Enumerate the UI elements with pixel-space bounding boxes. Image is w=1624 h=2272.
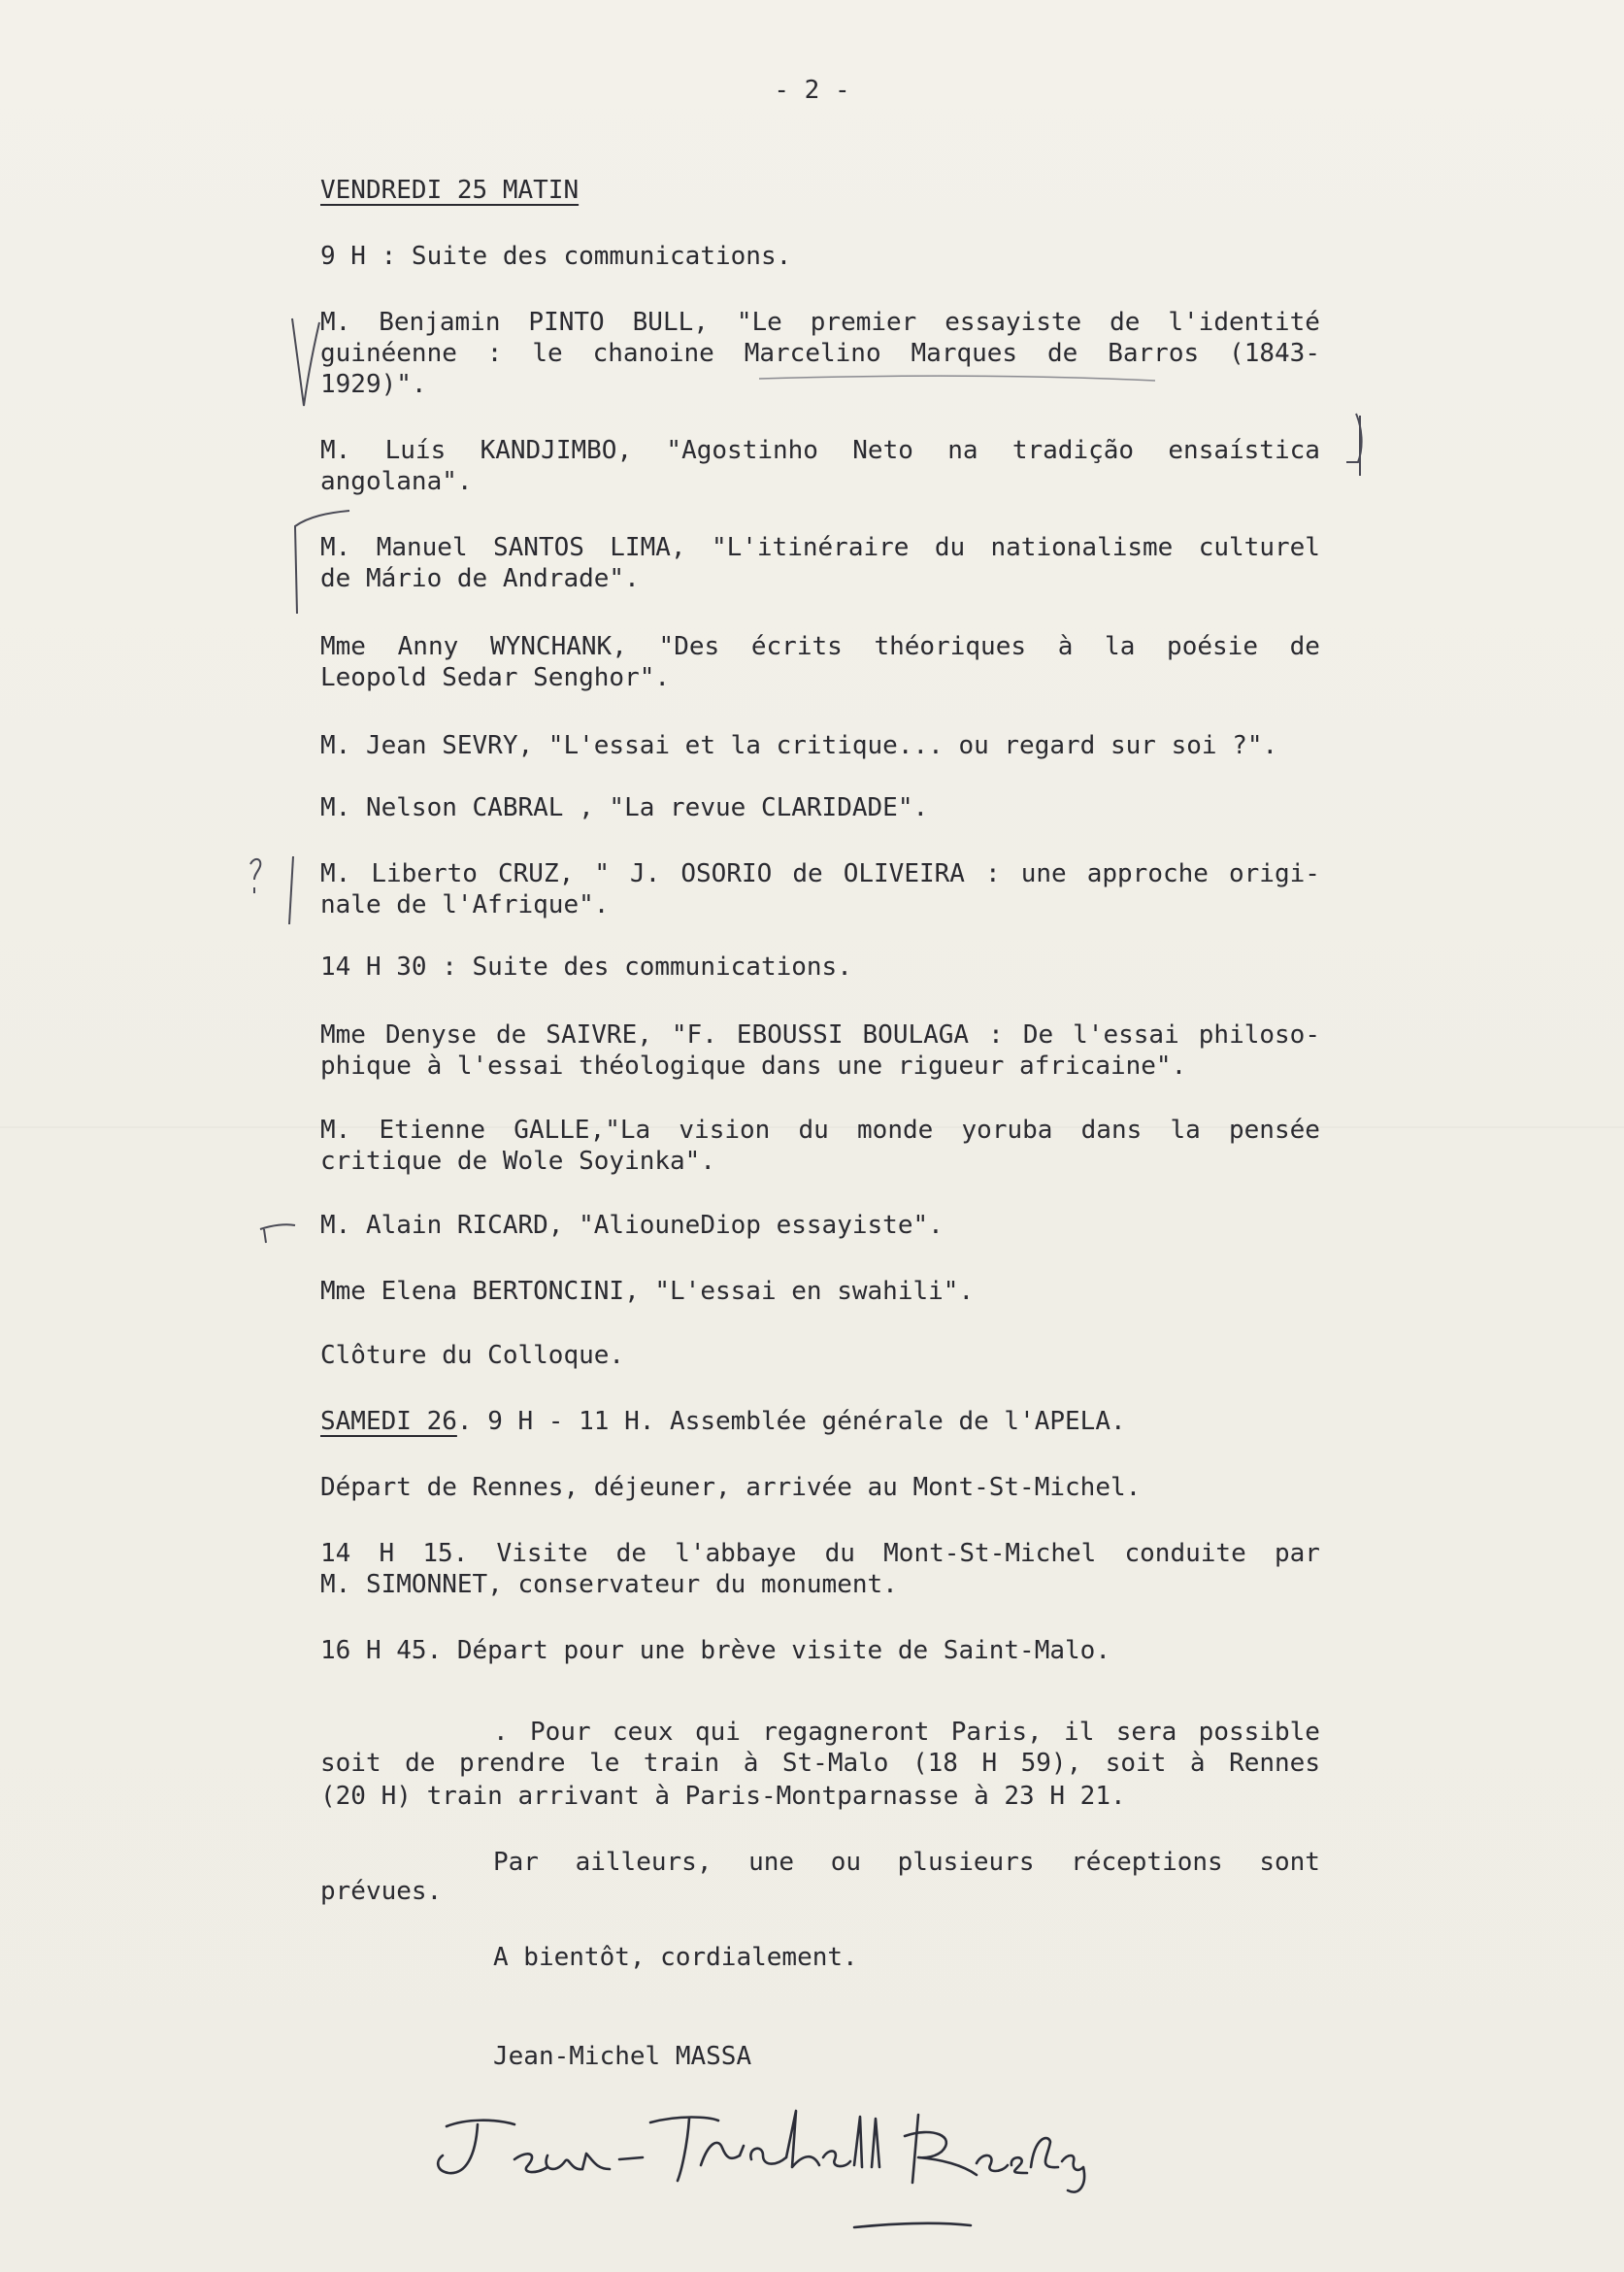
- word: ailleurs,: [575, 1848, 713, 1877]
- word: monde: [857, 1116, 934, 1145]
- talk-line: M. Nelson CABRAL , "La revue CLARIDADE".: [320, 793, 929, 822]
- word: 15.: [422, 1539, 469, 1568]
- word: ensaística: [1168, 436, 1320, 465]
- word: OLIVEIRA: [843, 859, 965, 888]
- word: Liberto: [371, 859, 478, 888]
- word: origi-: [1228, 859, 1320, 888]
- word: dans: [1080, 1116, 1143, 1145]
- word: sont: [1259, 1848, 1320, 1877]
- word: l'abbaye: [675, 1539, 797, 1568]
- margin-bracket-mark: [289, 497, 357, 623]
- note-line: [493, 1847, 1320, 1878]
- word: Denyse: [385, 1020, 477, 1050]
- word: le: [532, 339, 563, 368]
- word: qui: [694, 1718, 741, 1747]
- word: train: [643, 1749, 720, 1778]
- signatory-name: Jean-Michel MASSA: [493, 2042, 752, 2071]
- word: poésie: [1167, 632, 1258, 661]
- talk-line: angolana".: [320, 467, 473, 496]
- word: .: [493, 1718, 509, 1747]
- page-number: - 2 -: [774, 76, 850, 105]
- margin-tick-mark: [256, 1221, 305, 1260]
- word: M.: [320, 859, 351, 888]
- word: M.: [320, 436, 351, 465]
- word: BOULAGA: [862, 1020, 970, 1050]
- word: de: [405, 1749, 436, 1778]
- saturday-heading: SAMEDI 26: [320, 1407, 457, 1436]
- word: 59),: [1020, 1749, 1082, 1778]
- word: H: [379, 1539, 395, 1568]
- word: Barros: [1108, 339, 1200, 368]
- word: à: [743, 1749, 759, 1778]
- word: prendre: [458, 1749, 566, 1778]
- word: chanoine: [592, 339, 714, 368]
- word: Etienne: [379, 1116, 486, 1145]
- word: Luís: [384, 436, 447, 465]
- talk-line: [320, 631, 1320, 662]
- talk-line: [320, 338, 1320, 369]
- word: yoruba: [961, 1116, 1053, 1145]
- word: M.: [320, 308, 351, 337]
- word: de: [1047, 339, 1078, 368]
- word: ceux: [612, 1718, 674, 1747]
- talk-line: Leopold Sedar Senghor".: [320, 663, 671, 692]
- talk-line: [320, 532, 1320, 563]
- word: premier: [810, 308, 917, 337]
- word: possible: [1198, 1718, 1320, 1747]
- word: guinéenne: [320, 339, 457, 368]
- word: plusieurs: [897, 1848, 1035, 1877]
- word: EBOUSSI: [736, 1020, 844, 1050]
- word: Visite: [496, 1539, 588, 1568]
- word: regagneront: [762, 1718, 930, 1747]
- word: de: [792, 859, 823, 888]
- word: Benjamin: [379, 308, 501, 337]
- word: "L'itinéraire: [711, 533, 910, 562]
- talk-line: de Mário de Andrade".: [320, 564, 640, 593]
- talk-line: M. Jean SEVRY, "L'essai et la critique... ou regard sur soi ?".: [320, 731, 1278, 760]
- talk-line: 1929)".: [320, 370, 427, 399]
- word: Par: [493, 1848, 539, 1877]
- word: l'essai: [1073, 1020, 1179, 1050]
- talk-line: [320, 435, 1320, 466]
- word: BULL,: [632, 308, 709, 337]
- talk-line: phique à l'essai théologique dans une rigueur africaine".: [320, 1052, 1187, 1081]
- word: PINTO: [528, 308, 605, 337]
- note-line: [320, 1748, 1320, 1779]
- word: tradição: [1011, 436, 1135, 465]
- word: approche: [1086, 859, 1209, 888]
- word: la: [1105, 632, 1136, 661]
- pencil-underline-mark: [757, 369, 1165, 388]
- word: théoriques: [874, 632, 1027, 661]
- talk-line: [320, 307, 1320, 338]
- word: Manuel: [376, 533, 468, 562]
- afternoon-heading: 14 H 30 : Suite des communications.: [320, 952, 852, 982]
- word: SAIVRE,: [546, 1020, 652, 1050]
- word: à: [1057, 632, 1074, 661]
- word: conduite: [1124, 1539, 1246, 1568]
- word: :: [486, 339, 503, 368]
- word: na: [947, 436, 978, 465]
- word: M.: [320, 1116, 351, 1145]
- word: SANTOS: [492, 533, 584, 562]
- word: sera: [1115, 1718, 1177, 1747]
- word: J.: [630, 859, 661, 888]
- margin-bracket-mark: [1344, 408, 1374, 485]
- word: culturel: [1198, 533, 1320, 562]
- word: vision: [679, 1116, 771, 1145]
- saturday-line: SAMEDI 26. 9 H - 11 H. Assemblée générale de l'APELA.: [320, 1407, 1126, 1436]
- word: :: [988, 1020, 1004, 1050]
- note-line: prévues.: [320, 1877, 443, 1906]
- margin-question-mark: [243, 851, 301, 928]
- talk-line: [320, 1019, 1320, 1051]
- word: GALLE,"La: [514, 1116, 651, 1145]
- word: Rennes: [1229, 1749, 1320, 1778]
- word: il: [1064, 1718, 1095, 1747]
- word: "Agostinho: [666, 436, 818, 465]
- friday-intro: 9 H : Suite des communications.: [320, 242, 792, 271]
- word: essayiste: [945, 308, 1082, 337]
- word: soit: [1105, 1749, 1167, 1778]
- talk-line: Mme Elena BERTONCINI, "L'essai en swahili".: [320, 1277, 975, 1306]
- word: Marques: [911, 339, 1018, 368]
- greeting: A bientôt, cordialement.: [493, 1943, 858, 1972]
- schedule-line: [320, 1538, 1320, 1569]
- talk-line: critique de Wole Soyinka".: [320, 1147, 715, 1176]
- word: une: [1020, 859, 1067, 888]
- word: H: [981, 1749, 998, 1778]
- word: Anny: [397, 632, 459, 661]
- word: WYNCHANK,: [489, 632, 627, 661]
- talk-line: [320, 858, 1320, 889]
- word: Mme: [320, 632, 366, 661]
- word: Mont-St-Michel: [883, 1539, 1097, 1568]
- word: la: [1170, 1116, 1201, 1145]
- handwritten-signature: [427, 2097, 1165, 2243]
- word: "Des: [658, 632, 720, 661]
- word: du: [798, 1116, 829, 1145]
- word: de: [1289, 632, 1320, 661]
- word: par: [1274, 1539, 1320, 1568]
- word: ou: [830, 1848, 862, 1877]
- word: (1843-: [1229, 339, 1320, 368]
- word: De: [1022, 1020, 1054, 1050]
- talk-line: [320, 1115, 1320, 1146]
- word: KANDJIMBO,: [480, 436, 633, 465]
- friday-heading: VENDREDI 25 MATIN: [320, 176, 580, 205]
- word: pensée: [1228, 1116, 1320, 1145]
- word: OSORIO: [680, 859, 773, 888]
- word: une: [748, 1848, 795, 1877]
- word: l'identité: [1168, 308, 1320, 337]
- word: à: [1189, 1749, 1206, 1778]
- word: Neto: [852, 436, 913, 465]
- word: "F.: [671, 1020, 717, 1050]
- talk-line: M. Alain RICARD, "AliouneDiop essayiste".: [320, 1211, 944, 1240]
- word: écrits: [750, 632, 843, 661]
- word: (18: [911, 1749, 958, 1778]
- word: M.: [320, 533, 351, 562]
- word: le: [589, 1749, 620, 1778]
- word: ": [594, 859, 610, 888]
- schedule-line: M. SIMONNET, conservateur du monument.: [320, 1570, 898, 1599]
- word: :: [984, 859, 1001, 888]
- schedule-line: Départ de Rennes, déjeuner, arrivée au Mont-St-Michel.: [320, 1473, 1142, 1502]
- word: de: [1110, 308, 1141, 337]
- word: du: [824, 1539, 855, 1568]
- word: de: [615, 1539, 646, 1568]
- word: du: [934, 533, 966, 562]
- word: Marcelino: [744, 339, 881, 368]
- colloquium-closing: Clôture du Colloque.: [320, 1341, 625, 1370]
- word: Mme: [320, 1020, 366, 1050]
- margin-check-mark: [286, 309, 325, 416]
- word: nationalisme: [990, 533, 1174, 562]
- word: CRUZ,: [497, 859, 575, 888]
- schedule-line: 16 H 45. Départ pour une brève visite de Saint-Malo.: [320, 1636, 1110, 1665]
- word: soit: [320, 1749, 381, 1778]
- note-line: [493, 1717, 1320, 1748]
- word: 14: [320, 1539, 351, 1568]
- word: LIMA,: [610, 533, 686, 562]
- word: Paris,: [950, 1718, 1043, 1747]
- talk-line: nale de l'Afrique".: [320, 890, 610, 919]
- word: "Le: [736, 308, 782, 337]
- word: réceptions: [1071, 1848, 1223, 1877]
- word: de: [495, 1020, 527, 1050]
- word: philoso-: [1198, 1020, 1320, 1050]
- word: St-Malo: [781, 1749, 889, 1778]
- word: Pour: [530, 1718, 591, 1747]
- note-line: (20 H) train arrivant à Paris-Montparnasse à 23 H 21.: [320, 1782, 1126, 1811]
